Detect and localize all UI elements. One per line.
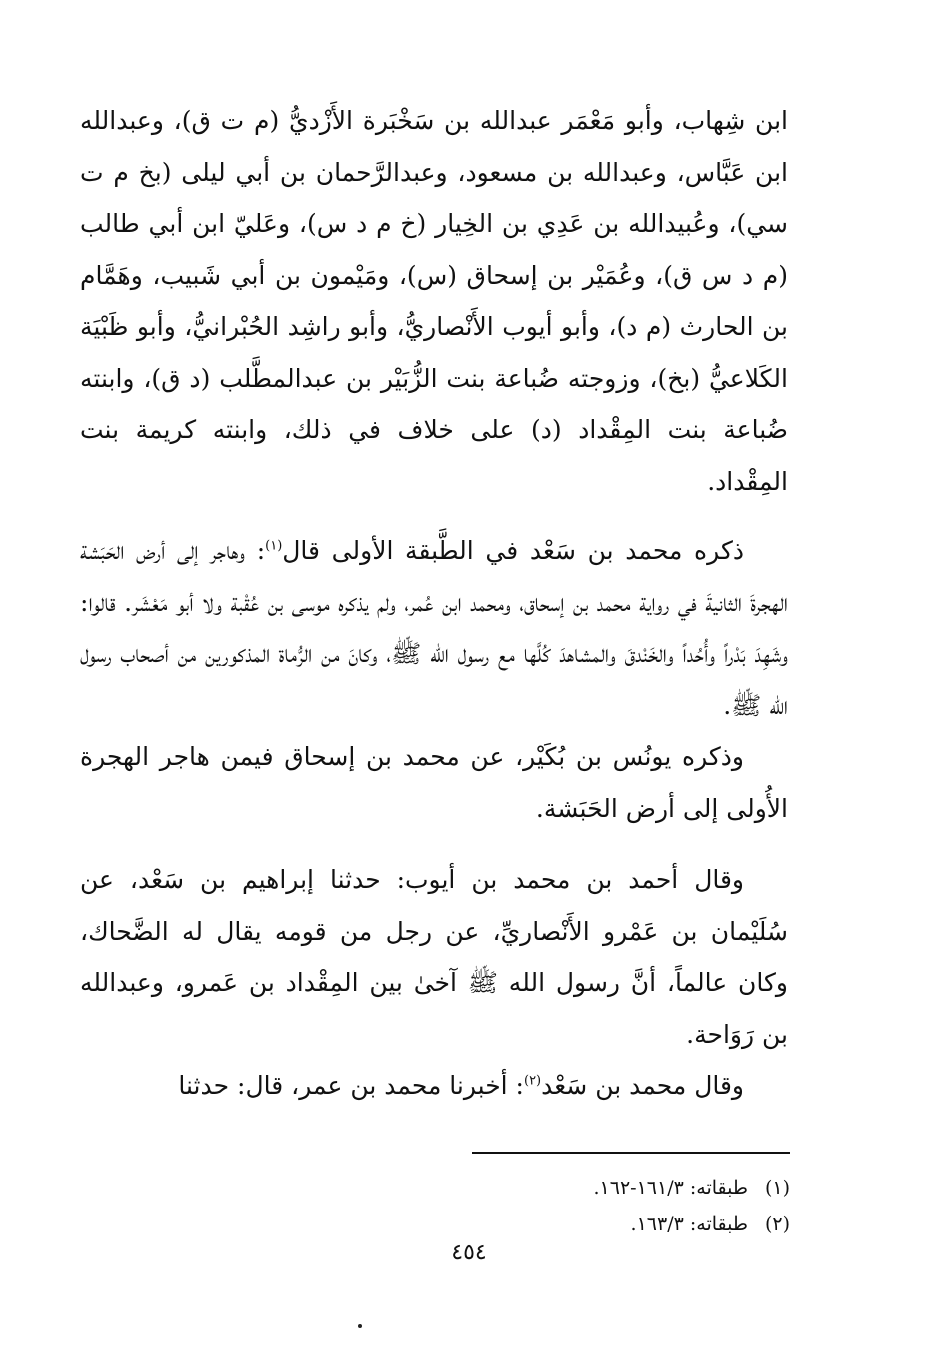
paragraph-2-text-end: : وهاجر إلى أرض الحَبَشة الهجرةَ الثانيةَ في رواية محمد بن إسحاق، ومحمد ابن عُمر، ولم يذكره موسى بن عُقْبة ولا أبو مَعْشَر. قالوا: وشَهِدَ بَدْراً وأُحُداً والخَنْدقَ والمشاهدَ كُلَّها مع رسول الله ﷺ، وكانَ من الرُّماة المذكورين من أصحاب رسول الله ﷺ. <box>80 536 788 720</box>
paragraph-3-text: وذكره يونُس بن بُكَيْر، عن محمد بن إسحاق فيمن هاجر الهجرة الأُولى إلى أرض الحَبَشة. <box>80 742 788 823</box>
paragraph-ibn-sad <box>80 525 788 731</box>
footnote-2 <box>190 1206 790 1242</box>
footnote-ref-1[interactable]: (١) <box>265 538 283 554</box>
paragraph-1-text: ابن شِهاب، وأبو مَعْمَر عبدالله بن سَخْبَرة الأَزْديُّ (م ت ق)، وعبدالله ابن عَبَّاس، وعبدالله بن مسعود، وعبدالرَّحمان بن أبي ليلى (بخ م ت سي)، وعُبيدالله بن عَدِي بن الخِيار (خ م د س)، وعَليّ ابن أبي طالب (م د س ق)، وعُمَيْر بن إسحاق (س)، ومَيْمون بن أبي شَبيب، وهَمَّام بن الحارث (م د)، وأبو أيوب الأَنْصاريُّ، وأبو راشِد الحُبْرانيُّ، وأبو ظَبْيَة الكَلاعيُّ (بخ)، وزوجته ضُباعة بنت الزُّبَيْر بن عبدالمطَّلب (د ق)، وابنته ضُباعة بنت المِقْداد (د) على خلاف في ذلك، وابنته كريمة بنت المِقْداد. <box>80 106 788 496</box>
footnote-1 <box>190 1170 790 1206</box>
paragraph-5-text-start: وقال محمد بن سَعْد <box>541 1071 744 1100</box>
paragraph-ahmad <box>80 854 788 1060</box>
footnote-separator <box>472 1152 790 1154</box>
paragraph-2-text-start: ذكره محمد بن سَعْد في الطَّبقة الأولى قال <box>282 536 744 565</box>
paragraph-4-text: وقال أحمد بن محمد بن أيوب: حدثنا إبراهيم بن سَعْد، عن سُلَيْمان بن عَمْرو الأَنْصاريِّ، عن رجل من قومه يقال له الضَّحاك، وكان عالماً، أنَّ رسول الله ﷺ آخىٰ بين المِقْداد بن عَمرو، وعبدالله بن رَوَاحة. <box>80 865 788 1049</box>
footnote-ref-2[interactable]: (٢) <box>523 1073 542 1089</box>
paragraph-ibn-sad-2 <box>80 1060 788 1112</box>
main-text <box>80 95 788 1112</box>
footnote-number: (٢) <box>764 1213 790 1235</box>
scan-speck <box>358 1324 362 1328</box>
page-number: ٤٥٤ <box>451 1240 487 1265</box>
footnote-number: (١) <box>764 1177 790 1199</box>
footnote-text: طبقاته: ١٦١/٣-١٦٢. <box>593 1177 748 1199</box>
footnote-text: طبقاته: ١٦٣/٣. <box>630 1213 748 1235</box>
paragraph-narrators <box>80 95 788 507</box>
paragraph-yunus <box>80 731 788 834</box>
footnotes <box>190 1170 790 1242</box>
paragraph-5-text-end: : أخبرنا محمد بن عمر، قال: حدثنا <box>178 1071 524 1100</box>
